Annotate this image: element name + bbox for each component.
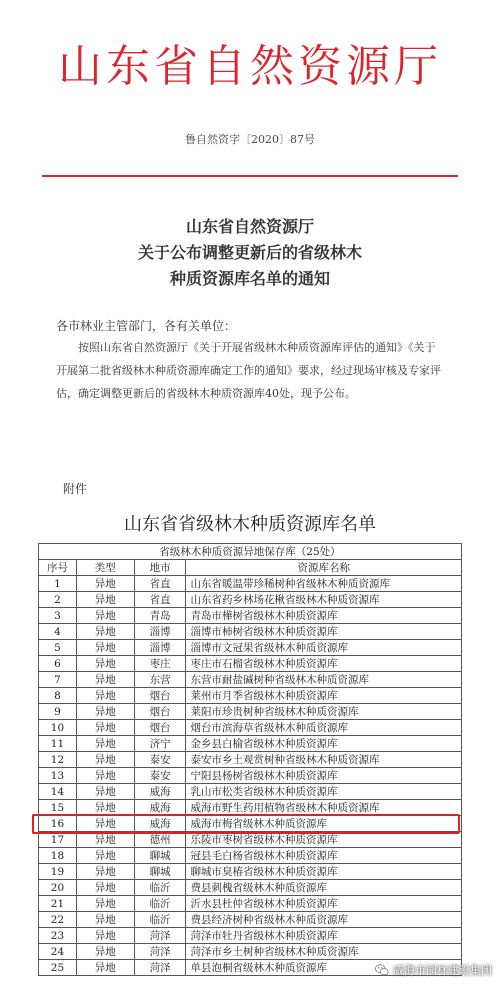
row-type: 异地 <box>76 672 134 688</box>
header-divider <box>42 175 458 177</box>
row-number: 3 <box>39 608 77 624</box>
row-number: 21 <box>39 896 77 912</box>
table-row <box>39 768 462 784</box>
row-city: 临沂 <box>134 912 186 928</box>
row-city: 烟台 <box>134 688 186 704</box>
row-city: 省直 <box>134 576 186 592</box>
row-city: 济宁 <box>134 736 186 752</box>
row-number: 24 <box>39 944 77 960</box>
row-resource-name: 乐陵市枣树省级林木种质资源库 <box>186 832 462 848</box>
row-city: 威海 <box>134 784 186 800</box>
row-type: 异地 <box>76 608 134 624</box>
row-resource-name: 费县刺槐省级林木种质资源库 <box>186 880 462 896</box>
watermark-text: 威海市园林建设集团 <box>393 964 492 977</box>
table-row <box>39 944 462 960</box>
row-type: 异地 <box>76 736 134 752</box>
row-city: 临沂 <box>134 896 186 912</box>
row-type: 异地 <box>76 576 134 592</box>
row-number: 18 <box>39 848 77 864</box>
row-city: 聊城 <box>134 848 186 864</box>
table-row <box>39 720 462 736</box>
row-type: 异地 <box>76 816 134 832</box>
row-resource-name: 莱州市月季省级林木种质资源库 <box>186 688 462 704</box>
row-city: 菏泽 <box>134 960 186 976</box>
row-type: 异地 <box>76 896 134 912</box>
attachment-label: 附件 <box>63 482 88 496</box>
row-type: 异地 <box>76 832 134 848</box>
row-number: 23 <box>39 928 77 944</box>
row-type: 异地 <box>76 688 134 704</box>
row-number: 2 <box>39 592 77 608</box>
row-number: 13 <box>39 768 77 784</box>
row-number: 16 <box>39 816 77 832</box>
table-row <box>39 864 462 880</box>
resource-table <box>38 543 462 976</box>
row-resource-name: 单县泡桐省级林木种质资源库 <box>186 960 462 976</box>
row-number: 14 <box>39 784 77 800</box>
table-row <box>39 928 462 944</box>
table-row <box>39 832 462 848</box>
row-type: 异地 <box>76 960 134 976</box>
row-resource-name: 费县经济树种省级林木种质资源库 <box>186 912 462 928</box>
row-city: 省直 <box>134 592 186 608</box>
row-type: 异地 <box>76 800 134 816</box>
row-number: 4 <box>39 624 77 640</box>
row-city: 临沂 <box>134 880 186 896</box>
row-resource-name: 菏泽市乡土树种省级林木种质资源库 <box>186 944 462 960</box>
row-city: 泰安 <box>134 752 186 768</box>
highlight-box <box>32 814 460 834</box>
row-number: 12 <box>39 752 77 768</box>
row-number: 5 <box>39 640 77 656</box>
row-resource-name: 山东省暖温带珍稀树种省级林木种质资源库 <box>186 576 462 592</box>
row-number: 9 <box>39 704 77 720</box>
row-resource-name: 泰安市乡土观赏树种省级林木种质资源库 <box>186 752 462 768</box>
row-type: 异地 <box>76 848 134 864</box>
table-row <box>39 880 462 896</box>
document-number: 鲁自然资字〔2020〕87号 <box>185 133 315 146</box>
table-row <box>39 912 462 928</box>
table-row <box>39 736 462 752</box>
row-city: 菏泽 <box>134 944 186 960</box>
row-number: 7 <box>39 672 77 688</box>
row-type: 异地 <box>76 944 134 960</box>
row-number: 25 <box>39 960 77 976</box>
row-type: 异地 <box>76 880 134 896</box>
row-type: 异地 <box>76 656 134 672</box>
wechat-icon <box>375 963 389 977</box>
table-row <box>39 752 462 768</box>
row-number: 22 <box>39 912 77 928</box>
row-city: 聊城 <box>134 864 186 880</box>
row-type: 异地 <box>76 720 134 736</box>
row-city: 烟台 <box>134 720 186 736</box>
row-resource-name: 金乡县白榆省级林木种质资源库 <box>186 736 462 752</box>
row-resource-name: 威海市梅省级林木种质资源库 <box>186 816 462 832</box>
row-city: 东营 <box>134 672 186 688</box>
row-resource-name: 宁阳县杨树省级林木种质资源库 <box>186 768 462 784</box>
table-row <box>39 688 462 704</box>
row-type: 异地 <box>76 912 134 928</box>
row-city: 泰安 <box>134 768 186 784</box>
row-resource-name: 枣庄市石榴省级林木种质资源库 <box>186 656 462 672</box>
row-number: 15 <box>39 800 77 816</box>
watermark <box>375 962 492 978</box>
table-row <box>39 672 462 688</box>
table-row <box>39 704 462 720</box>
row-resource-name: 乳山市松类省级林木种质资源库 <box>186 784 462 800</box>
agency-header: 山东省自然资源厅 <box>58 41 442 92</box>
row-type: 异地 <box>76 704 134 720</box>
notice-title-line: 关于公布调整更新后的省级林木 <box>137 243 362 262</box>
row-number: 11 <box>39 736 77 752</box>
notice-body: 按照山东省自然资源厅《关于开展省级林木种质资源库评估的通知》《关于开展第二批省级林木种质资源库确定工作的通知》要求，经过现场审核及专家评估，确定调整更新后的省级林木种质资源库40处，现予公布。 <box>56 341 441 400</box>
row-number: 1 <box>39 576 77 592</box>
row-number: 20 <box>39 880 77 896</box>
row-resource-name: 淄博市柿树省级林木种质资源库 <box>186 624 462 640</box>
table-row <box>39 608 462 624</box>
table-row <box>39 624 462 640</box>
row-city: 德州 <box>134 832 186 848</box>
row-resource-name: 莱阳市珍贵树种省级林木种质资源库 <box>186 704 462 720</box>
row-resource-name: 烟台市滨海草省级林木种质资源库 <box>186 720 462 736</box>
column-header: 资源库名称 <box>186 560 462 576</box>
row-type: 异地 <box>76 624 134 640</box>
row-city: 青岛 <box>134 608 186 624</box>
row-number: 6 <box>39 656 77 672</box>
table-row <box>39 848 462 864</box>
table-row <box>39 784 462 800</box>
row-number: 10 <box>39 720 77 736</box>
table-row <box>39 576 462 592</box>
row-city: 淄博 <box>134 640 186 656</box>
table-caption: 省级林木种质资源异地保存库（25处） <box>39 544 462 560</box>
row-resource-name: 淄博市文冠果省级林木种质资源库 <box>186 640 462 656</box>
row-resource-name: 菏泽市牡丹省级林木种质资源库 <box>186 928 462 944</box>
row-resource-name: 青岛市樺树省级林木种质资源库 <box>186 608 462 624</box>
row-type: 异地 <box>76 864 134 880</box>
row-type: 异地 <box>76 784 134 800</box>
row-type: 异地 <box>76 928 134 944</box>
row-city: 淄博 <box>134 624 186 640</box>
table-row <box>39 592 462 608</box>
notice-title-line: 山东省自然资源厅 <box>185 217 314 236</box>
attachment-title: 山东省省级林木种质资源库名单 <box>124 514 376 535</box>
row-city: 威海 <box>134 800 186 816</box>
table-row <box>39 656 462 672</box>
table-row <box>39 896 462 912</box>
row-number: 19 <box>39 864 77 880</box>
row-resource-name: 东营市耐盐碱树种省级林木种质资源库 <box>186 672 462 688</box>
column-header: 类型 <box>76 560 134 576</box>
row-type: 异地 <box>76 640 134 656</box>
column-header: 序号 <box>39 560 77 576</box>
salutation: 各市林业主管部门，各有关单位： <box>56 319 237 333</box>
row-resource-name: 冠县毛白杨省级林木种质资源库 <box>186 848 462 864</box>
row-city: 枣庄 <box>134 656 186 672</box>
row-type: 异地 <box>76 768 134 784</box>
row-city: 烟台 <box>134 704 186 720</box>
row-type: 异地 <box>76 752 134 768</box>
row-resource-name: 聊城市臭椿省级林木种质资源库 <box>186 864 462 880</box>
row-resource-name: 威海市野生药用植物省级林木种质资源库 <box>186 800 462 816</box>
row-number: 8 <box>39 688 77 704</box>
row-city: 菏泽 <box>134 928 186 944</box>
row-resource-name: 山东省药乡林场花楸省级林木种质资源库 <box>186 592 462 608</box>
table-row <box>39 640 462 656</box>
notice-title <box>0 214 500 292</box>
row-number: 17 <box>39 832 77 848</box>
row-city: 威海 <box>134 816 186 832</box>
row-resource-name: 沂水县杜仲省级林木种质资源库 <box>186 896 462 912</box>
row-type: 异地 <box>76 592 134 608</box>
column-header: 地市 <box>134 560 186 576</box>
notice-title-line: 种质资源库名单的通知 <box>169 269 330 288</box>
